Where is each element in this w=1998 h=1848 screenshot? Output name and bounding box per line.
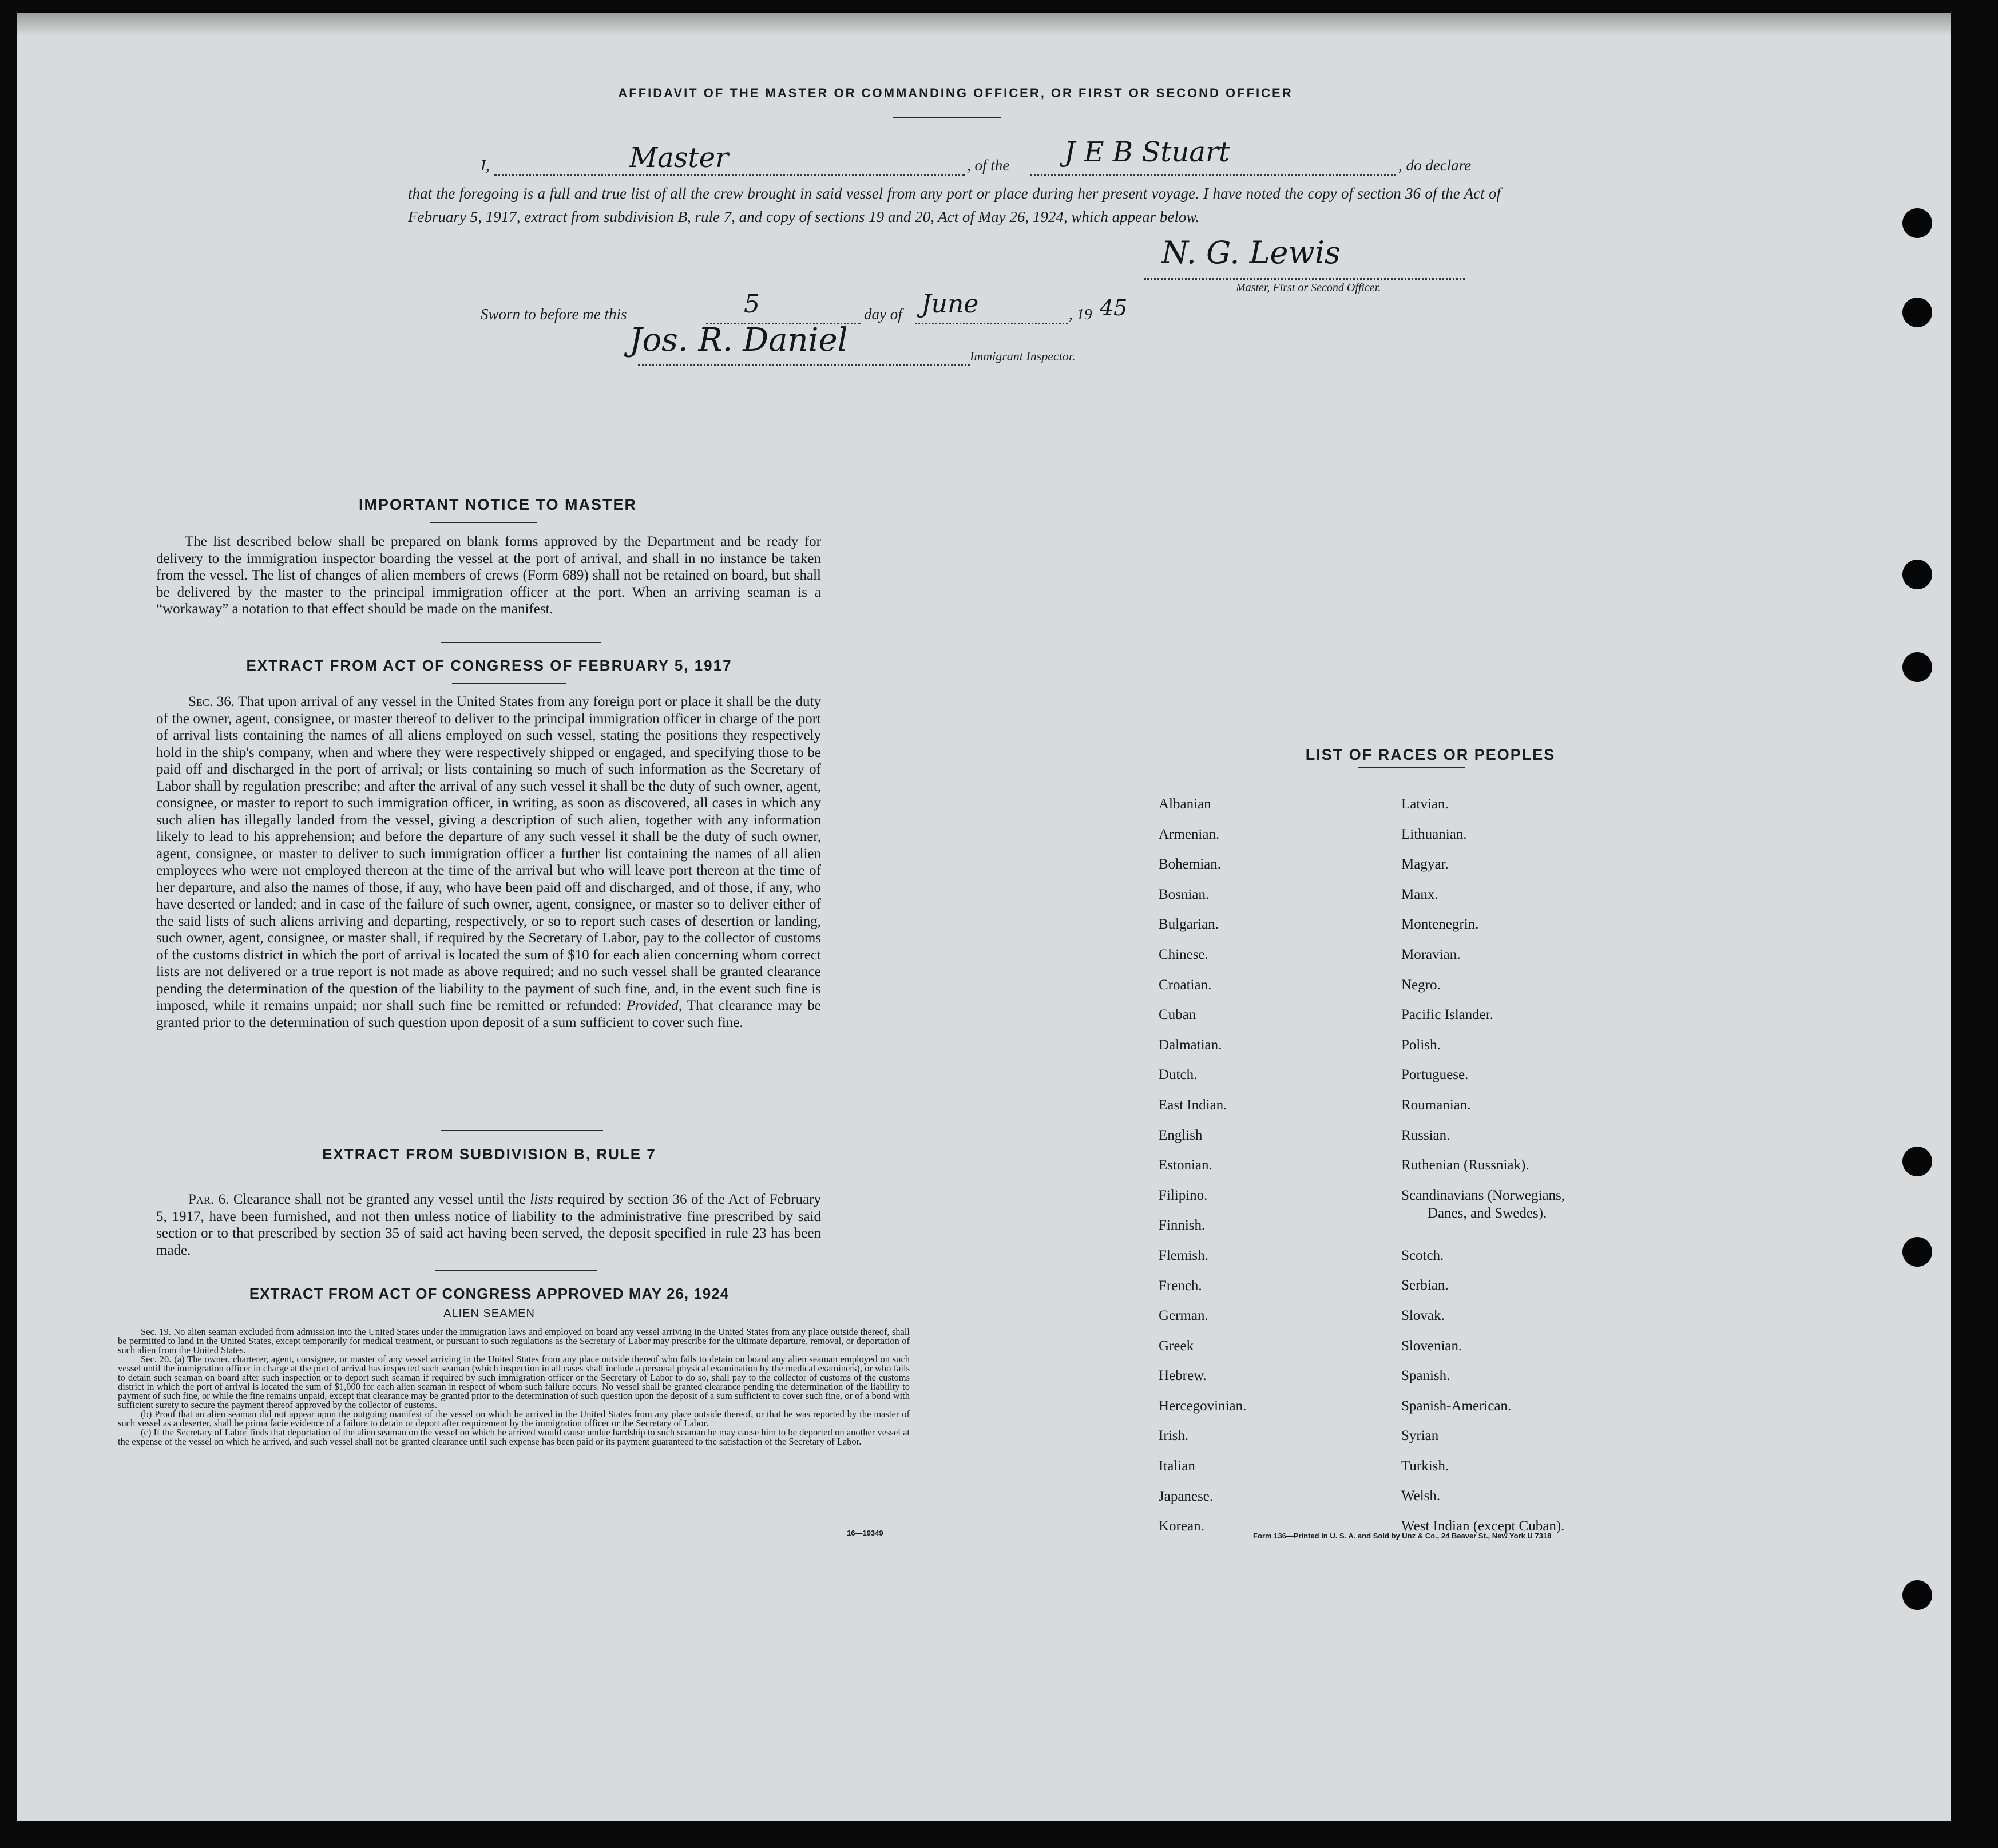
printer-imprint: Form 136—Printed in U. S. A. and Sold by Unz & Co., 24 Beaver St., New York U 7318	[1253, 1532, 1552, 1540]
race-item: English	[1159, 1127, 1203, 1143]
sworn-day-label: day of	[864, 306, 902, 323]
section-20a-text: Sec. 20. (a) The owner, charterer, agent, consignee, or master of any vessel arriving in the United States from any place outside thereof who fails to detain on board any alien seaman employed on such vessel until the immigration officer in charge at the port of arrival has inspected such seaman (which inspection in all cases shall include a personal physical examination by the medical examiners), or who fails to detain such seaman on board after such inspection or to deport such seaman if required by such immigration officer or the Secretary of Labor to do so, shall pay to the collector of customs of the customs district in which the port of arrival is located the sum of $1,000 for each alien seaman in respect of whom such failure occurs. No vessel shall be granted clearance pending the determination of the liability to payment of such fine, or while the fine remains unpaid, except that clearance may be granted prior to the determination of such question upon the deposit of a sum sufficient to cover such fine, or of a bond with sufficient surety to secure the payment thereof approved by the collector of customs.	[118, 1354, 910, 1410]
race-item: Negro.	[1401, 977, 1441, 993]
vessel-name-field	[1030, 174, 1396, 176]
notice-title: IMPORTANT NOTICE TO MASTER	[359, 496, 637, 513]
race-item: Portuguese.	[1401, 1067, 1469, 1083]
race-item: Magyar.	[1401, 856, 1449, 873]
extract-1917-rule	[452, 683, 566, 684]
race-item: Bohemian.	[1159, 856, 1222, 873]
sworn-prefix: Sworn to before me this	[481, 306, 627, 323]
rule-7-body	[156, 1191, 821, 1259]
races-title: LIST OF RACES OR PEOPLES	[1305, 746, 1556, 763]
declaration-body: that the foregoing is a full and true list of all the crew brought in said vessel from any port or place during her present voyage. I have noted the copy of section 36 of the Act of February 5, 1917, extract from subdivision B, rule 7, and copy of sections 19 and 20, Act of May 26, 1924, which appear below.	[408, 185, 1501, 225]
race-item: Dalmatian.	[1159, 1037, 1222, 1053]
punch-hole	[1902, 560, 1932, 589]
extract-1924-title: EXTRACT FROM ACT OF CONGRESS APPROVED MAY 26, 1924	[249, 1285, 730, 1302]
race-item: Cuban	[1159, 1007, 1196, 1023]
punch-hole	[1902, 1580, 1932, 1610]
section-36-lead: Sec. 36.	[188, 694, 235, 709]
race-item: Spanish-American.	[1401, 1398, 1512, 1414]
race-item: Finnish.	[1159, 1218, 1206, 1234]
punch-hole	[1902, 652, 1932, 682]
race-item: Danes, and Swedes).	[1428, 1205, 1547, 1221]
of-the-label: , of the	[967, 157, 1010, 174]
race-item: Bulgarian.	[1159, 917, 1219, 933]
inspector-signature: Jos. R. Daniel	[629, 322, 848, 359]
punch-hole	[1902, 1237, 1932, 1267]
race-item: Hercegovinian.	[1159, 1398, 1247, 1414]
notice-body: The list described below shall be prepared on blank forms approved by the Department and be ready for delivery to the immigration inspector boarding the vessel at the port of arrival, and shall in no instance be taken from the vessel. The list of changes of alien members of crews (Form 689) shall not be retained on board, but shall be delivered by the master to the principal immigration officer at the port. When an arriving seaman is a “workaway” a notation to that effect should be made on the manifest.	[156, 534, 821, 617]
races-title-rule	[1358, 767, 1465, 768]
race-item: Italian	[1159, 1458, 1195, 1474]
race-item: French.	[1159, 1278, 1202, 1294]
extract-1917-divider	[441, 1130, 603, 1131]
form-sheet	[17, 13, 1951, 1821]
declare-prefix: I,	[481, 157, 490, 174]
race-item: Flemish.	[1159, 1247, 1208, 1263]
race-item: Chinese.	[1159, 946, 1208, 962]
extract-1924-body	[118, 1327, 910, 1446]
inspector-signature-line	[638, 364, 970, 366]
race-item: Moravian.	[1401, 946, 1461, 962]
race-item: Lithuanian.	[1401, 826, 1467, 842]
notice-title-rule	[430, 522, 537, 523]
paragraph-6-text-b: required by section 36 of the Act of February 5, 1917, have been furnished, and not then unless notice of liability to the administrative fine prescribed by said section or to that prescribed by section 35 of said act having been served, the deposit specified in rule 23 has been made.	[156, 1192, 821, 1258]
race-item: Slovak.	[1401, 1307, 1445, 1323]
punch-hole	[1902, 208, 1932, 238]
section-19-text: Sec. 19. No alien seaman excluded from admission into the United States under the immigration laws and employed on board any vessel arriving in the United States from any place outside thereof, shall be permitted to land in the United States, except temporarily for medical treatment, or pursuant to such regulations as the Secretary of Labor may prescribe for the ultimate departure, removal, or deportation of such alien from the United States.	[118, 1326, 910, 1355]
lists-word: lists	[530, 1192, 553, 1207]
race-item: Korean.	[1159, 1518, 1204, 1534]
races-column-1	[1159, 790, 1246, 1542]
race-item: West Indian (except Cuban).	[1401, 1518, 1565, 1534]
race-item: Slovenian.	[1401, 1338, 1462, 1354]
notice-divider	[441, 642, 601, 643]
sworn-month-field	[915, 323, 1068, 324]
form-code: 16—19349	[847, 1529, 883, 1537]
section-20c-text: (c) If the Secretary of Labor finds that deportation of the alien seaman on the vessel on which he arrived would cause undue hardship to such seaman he may cause him to be deported on another vessel at the expense of the vessel on which he arrived, and such vessel shall not be granted clearance until such expense has been paid or its payment guaranteed to the satisfaction of the Secretary of Labor.	[118, 1427, 910, 1447]
punch-hole	[1902, 298, 1932, 327]
section-36-text: That upon arrival of any vessel in the United States from any foreign port or place it shall be the duty of the owner, agent, consignee, or master thereof to deliver to the principal immigration officer in charge of the port of arrival lists containing the names of all aliens employed on such vessel, stating the positions they respectively hold in the ship's company, when and where they were respectively shipped or engaged, and specifying those to be paid off and discharged in the port of arrival; or lists containing so much of such information as the Secretary of Labor shall by regulation prescribe; and after the arrival of any such vessel it shall be the duty of such owner, agent, consignee, or master to report to such immigration officer, in writing, as soon as discovered, all cases in which any such alien has illegally landed from the vessel, giving a description of such alien, together with any information likely to lead to his apprehension; and before the departure of any such vessel it shall be the duty of such owner, agent, consignee, or master to deliver to such immigration officer a further list containing the names of all alien employees who were not employed thereon at the time of the arrival but who will leave port thereon at the time of her departure, and also the names of those, if any, who have been paid off and discharged, and of those, if any, who have deserted or landed; and in case of the failure of such owner, agent, consignee, or master so to deliver either of the said lists of such aliens arriving and departing, respectively, or so to report such cases of desertion or landing, such owner, agent, consignee, or master shall, if required by the Secretary of Labor, pay to the collector of customs of the customs district in which the port of arrival is located the sum of $10 for each alien concerning whom correct lists are not delivered or a true report is not made as above required; and no such vessel shall be granted clearance pending the determination of the question of the liability to the payment of such fine, and, in the event such fine is imposed, while it remains unpaid; nor shall such fine be remitted or refunded:	[156, 694, 821, 1013]
do-declare-label: , do declare	[1398, 157, 1472, 174]
race-item: Welsh.	[1401, 1488, 1441, 1504]
race-item: Syrian	[1401, 1428, 1439, 1444]
race-item: Scotch.	[1401, 1247, 1444, 1263]
paragraph-6-lead: Par. 6.	[188, 1192, 229, 1207]
signature-caption: Master, First or Second Officer.	[1236, 281, 1381, 294]
race-item: Turkish.	[1401, 1458, 1449, 1474]
race-item: Greek	[1159, 1338, 1194, 1354]
race-item: Estonian.	[1159, 1157, 1212, 1173]
race-item: Russian.	[1401, 1127, 1450, 1143]
sworn-year-handwriting: 45	[1100, 295, 1128, 320]
inspector-caption: Immigrant Inspector.	[970, 349, 1076, 363]
master-name-field	[494, 174, 965, 176]
proviso-text: That clearance may be granted prior to the determination of such question upon deposit of a sum sufficient to cover such fine.	[156, 998, 821, 1030]
extract-1917-body	[156, 693, 821, 1031]
paragraph-6-text-a: Clearance shall not be granted any vessel until the	[233, 1192, 526, 1207]
race-item: Scandinavians (Norwegians,	[1401, 1187, 1565, 1203]
race-item: Bosnian.	[1159, 886, 1210, 902]
race-item: German.	[1159, 1308, 1208, 1324]
rule-7-title: EXTRACT FROM SUBDIVISION B, RULE 7	[322, 1145, 656, 1163]
master-name-handwriting: Master	[629, 142, 729, 174]
race-item: Pacific Islander.	[1401, 1007, 1494, 1023]
race-item: Dutch.	[1159, 1067, 1198, 1083]
race-item: Latvian.	[1401, 796, 1449, 812]
sworn-year-prefix: , 19	[1069, 306, 1092, 323]
punch-hole	[1902, 1147, 1932, 1176]
race-item: East Indian.	[1159, 1097, 1227, 1113]
rule-7-divider	[435, 1270, 597, 1271]
race-item: Serbian.	[1401, 1278, 1449, 1294]
alien-seamen-subtitle: ALIEN SEAMEN	[443, 1307, 535, 1320]
section-20b-text: (b) Proof that an alien seaman did not appear upon the outgoing manifest of the vessel on which he arrived in the United States from any place outside thereof, or that he was reported by the master of such vessel as a deserter, shall be prima facie evidence of a failure to detain or deport after requirement by the immigration officer or the Secretary of Labor.	[118, 1409, 910, 1429]
race-item: Albanian	[1159, 796, 1211, 812]
race-item: Manx.	[1401, 886, 1438, 902]
affidavit-title: AFFIDAVIT OF THE MASTER OR COMMANDING OFFICER, OR FIRST OR SECOND OFFICER	[618, 86, 1293, 100]
proviso-word: Provided,	[627, 998, 683, 1013]
race-item: Armenian.	[1159, 826, 1220, 842]
vessel-name-handwriting: J E B Stuart	[1064, 136, 1230, 168]
extract-1917-title: EXTRACT FROM ACT OF CONGRESS OF FEBRUARY 5, 1917	[246, 657, 732, 674]
race-item: Japanese.	[1159, 1488, 1214, 1504]
race-item: Roumanian.	[1401, 1097, 1471, 1113]
race-item: Croatian.	[1159, 977, 1212, 993]
race-item: Montenegrin.	[1401, 917, 1479, 933]
race-item: Polish.	[1401, 1037, 1441, 1053]
races-column-2	[1401, 790, 1565, 1542]
race-item: Filipino.	[1159, 1187, 1208, 1203]
officer-signature: N. G. Lewis	[1161, 235, 1341, 271]
race-item: Hebrew.	[1159, 1368, 1207, 1384]
sworn-day-handwriting: 5	[744, 290, 760, 319]
race-item: Ruthenian (Russniak).	[1401, 1157, 1529, 1173]
affidavit-title-rule	[893, 117, 1001, 118]
race-item: Spanish.	[1401, 1368, 1450, 1384]
race-item: Irish.	[1159, 1428, 1189, 1444]
signature-line	[1144, 278, 1465, 280]
sworn-month-handwriting: June	[921, 290, 979, 319]
